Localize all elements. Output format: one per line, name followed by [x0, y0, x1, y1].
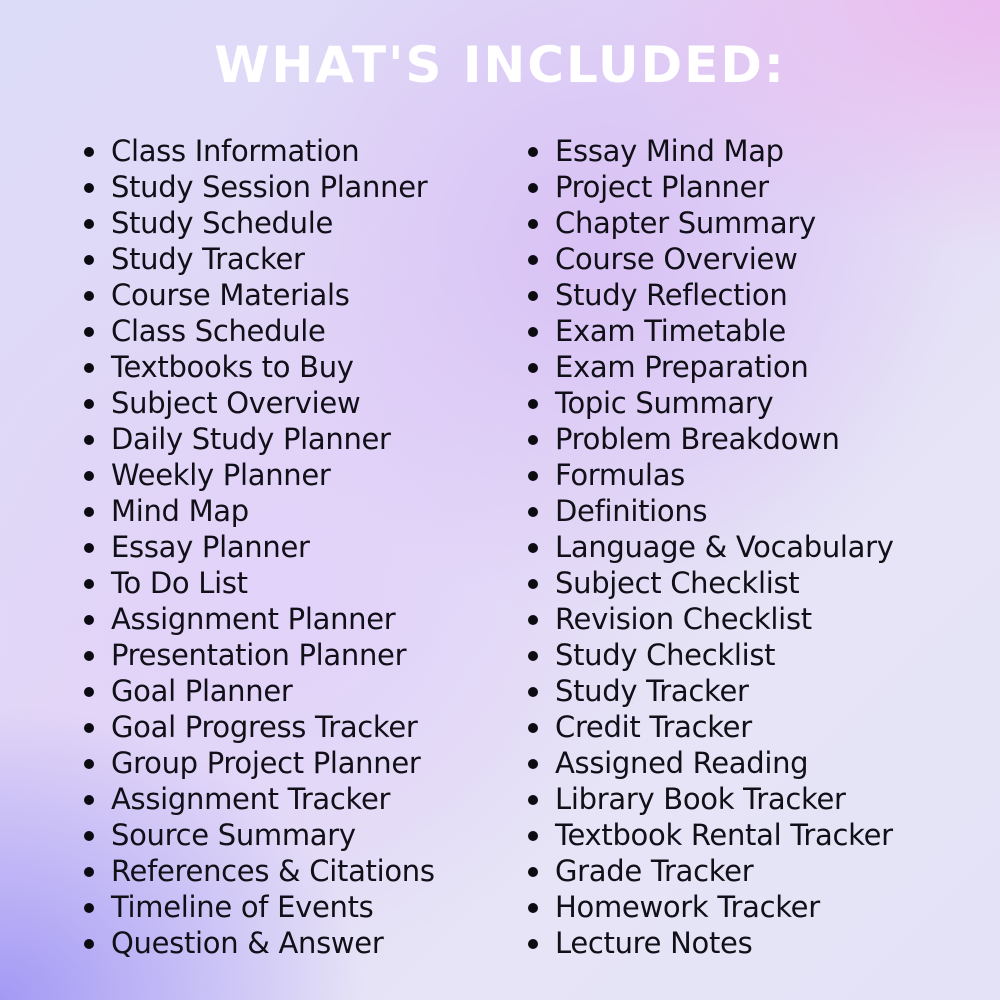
- bullet-icon: [528, 543, 538, 553]
- bullet-icon: [528, 471, 538, 481]
- list-item: [80, 385, 435, 421]
- bullet-icon: [528, 183, 538, 193]
- bullet-icon: [84, 363, 94, 373]
- list-item: [80, 205, 435, 241]
- bullet-icon: [84, 327, 94, 337]
- bullet-icon: [528, 147, 538, 157]
- list-item: [524, 349, 894, 385]
- bullet-icon: [528, 399, 538, 409]
- list-item-label: Language & Vocabulary: [555, 530, 894, 564]
- list-item: [524, 673, 894, 709]
- list-item: [80, 925, 435, 961]
- list-item: [80, 457, 435, 493]
- bullet-icon: [528, 939, 538, 949]
- list-item: [80, 313, 435, 349]
- list-item-label: Course Overview: [555, 242, 798, 276]
- bullet-icon: [84, 471, 94, 481]
- list-item: [524, 601, 894, 637]
- bullet-icon: [528, 867, 538, 877]
- list-item: [524, 565, 894, 601]
- list-item-label: Assigned Reading: [555, 746, 809, 780]
- bullet-icon: [528, 831, 538, 841]
- list-item-label: To Do List: [111, 566, 248, 600]
- bullet-icon: [528, 759, 538, 769]
- list-item-label: Assignment Planner: [111, 602, 396, 636]
- list-item: [524, 133, 894, 169]
- list-item: [524, 313, 894, 349]
- bullet-icon: [84, 867, 94, 877]
- list-item: [524, 889, 894, 925]
- bullet-icon: [528, 687, 538, 697]
- bullet-icon: [528, 507, 538, 517]
- list-item: [524, 853, 894, 889]
- page-title: WHAT'S INCLUDED:: [214, 36, 786, 94]
- list-item-label: Revision Checklist: [555, 602, 812, 636]
- list-item: [80, 817, 435, 853]
- list-item-label: Subject Checklist: [555, 566, 800, 600]
- list-item-label: Chapter Summary: [555, 206, 816, 240]
- list-item-label: Essay Planner: [111, 530, 310, 564]
- bullet-icon: [84, 291, 94, 301]
- list-item: [524, 709, 894, 745]
- bullet-icon: [528, 363, 538, 373]
- list-item-label: Class Schedule: [111, 314, 326, 348]
- bullet-icon: [84, 831, 94, 841]
- list-item-label: Goal Planner: [111, 674, 293, 708]
- bullet-icon: [84, 615, 94, 625]
- list-item-label: Timeline of Events: [111, 890, 374, 924]
- bullet-icon: [84, 435, 94, 445]
- list-item: [524, 277, 894, 313]
- list-item: [80, 781, 435, 817]
- list-item-label: Topic Summary: [555, 386, 774, 420]
- list-item-label: Study Session Planner: [111, 170, 428, 204]
- list-item-label: Study Schedule: [111, 206, 334, 240]
- list-item: [80, 493, 435, 529]
- bullet-icon: [84, 255, 94, 265]
- list-item: [524, 169, 894, 205]
- list-item: [524, 925, 894, 961]
- list-item-label: Exam Timetable: [555, 314, 786, 348]
- bullet-icon: [528, 723, 538, 733]
- bullet-icon: [528, 291, 538, 301]
- list-item-label: Essay Mind Map: [555, 134, 784, 168]
- list-item-label: Problem Breakdown: [555, 422, 840, 456]
- bullet-icon: [528, 435, 538, 445]
- list-item-label: Question & Answer: [111, 926, 384, 960]
- bullet-icon: [84, 507, 94, 517]
- list-item-label: Library Book Tracker: [555, 782, 846, 816]
- list-item: [524, 637, 894, 673]
- list-item-label: References & Citations: [111, 854, 435, 888]
- list-item-label: Course Materials: [111, 278, 350, 312]
- list-item: [80, 889, 435, 925]
- list-item-label: Source Summary: [111, 818, 356, 852]
- list-item-label: Study Checklist: [555, 638, 776, 672]
- list-item-label: Daily Study Planner: [111, 422, 391, 456]
- list-item: [80, 241, 435, 277]
- bullet-icon: [84, 399, 94, 409]
- list-item-label: Exam Preparation: [555, 350, 809, 384]
- list-item: [80, 133, 435, 169]
- list-item-label: Study Tracker: [555, 674, 749, 708]
- list-item: [80, 565, 435, 601]
- list-item-label: Definitions: [555, 494, 708, 528]
- list-item-label: Formulas: [555, 458, 685, 492]
- bullet-icon: [528, 903, 538, 913]
- list-item: [524, 421, 894, 457]
- list-item: [80, 277, 435, 313]
- list-item-label: Lecture Notes: [555, 926, 753, 960]
- list-item: [80, 349, 435, 385]
- list-item-label: Study Reflection: [555, 278, 788, 312]
- list-item: [524, 745, 894, 781]
- list-item: [524, 457, 894, 493]
- bullet-icon: [84, 183, 94, 193]
- list-item-label: Weekly Planner: [111, 458, 331, 492]
- list-item-label: Subject Overview: [111, 386, 361, 420]
- list-item-label: Mind Map: [111, 494, 249, 528]
- list-item: [80, 421, 435, 457]
- list-item-label: Assignment Tracker: [111, 782, 391, 816]
- bullet-icon: [528, 795, 538, 805]
- list-item-label: Project Planner: [555, 170, 769, 204]
- bullet-icon: [84, 543, 94, 553]
- list-item-label: Goal Progress Tracker: [111, 710, 418, 744]
- list-item-label: Textbooks to Buy: [111, 350, 354, 384]
- list-item: [80, 709, 435, 745]
- list-item: [80, 601, 435, 637]
- bullet-icon: [528, 651, 538, 661]
- list-item-label: Textbook Rental Tracker: [555, 818, 893, 852]
- list-item: [80, 853, 435, 889]
- list-item-label: Study Tracker: [111, 242, 305, 276]
- bullet-icon: [84, 147, 94, 157]
- bullet-icon: [84, 759, 94, 769]
- list-item: [524, 385, 894, 421]
- list-item: [524, 241, 894, 277]
- bullet-icon: [84, 219, 94, 229]
- list-item: [524, 817, 894, 853]
- list-item: [524, 205, 894, 241]
- bullet-icon: [84, 903, 94, 913]
- left-feature-list: [80, 133, 435, 961]
- list-item: [80, 169, 435, 205]
- list-item-label: Grade Tracker: [555, 854, 754, 888]
- bullet-icon: [84, 795, 94, 805]
- bullet-icon: [528, 579, 538, 589]
- bullet-icon: [84, 579, 94, 589]
- bullet-icon: [84, 939, 94, 949]
- list-item-label: Class Information: [111, 134, 360, 168]
- bullet-icon: [528, 219, 538, 229]
- list-item: [80, 637, 435, 673]
- list-item: [80, 529, 435, 565]
- bullet-icon: [84, 723, 94, 733]
- list-item: [524, 493, 894, 529]
- list-item: [80, 673, 435, 709]
- bullet-icon: [84, 651, 94, 661]
- bullet-icon: [84, 687, 94, 697]
- list-item-label: Credit Tracker: [555, 710, 752, 744]
- list-item: [524, 781, 894, 817]
- list-item-label: Group Project Planner: [111, 746, 421, 780]
- list-item-label: Homework Tracker: [555, 890, 820, 924]
- list-item-label: Presentation Planner: [111, 638, 407, 672]
- bullet-icon: [528, 255, 538, 265]
- list-item: [80, 745, 435, 781]
- bullet-icon: [528, 327, 538, 337]
- right-feature-list: [524, 133, 894, 961]
- bullet-icon: [528, 615, 538, 625]
- list-item: [524, 529, 894, 565]
